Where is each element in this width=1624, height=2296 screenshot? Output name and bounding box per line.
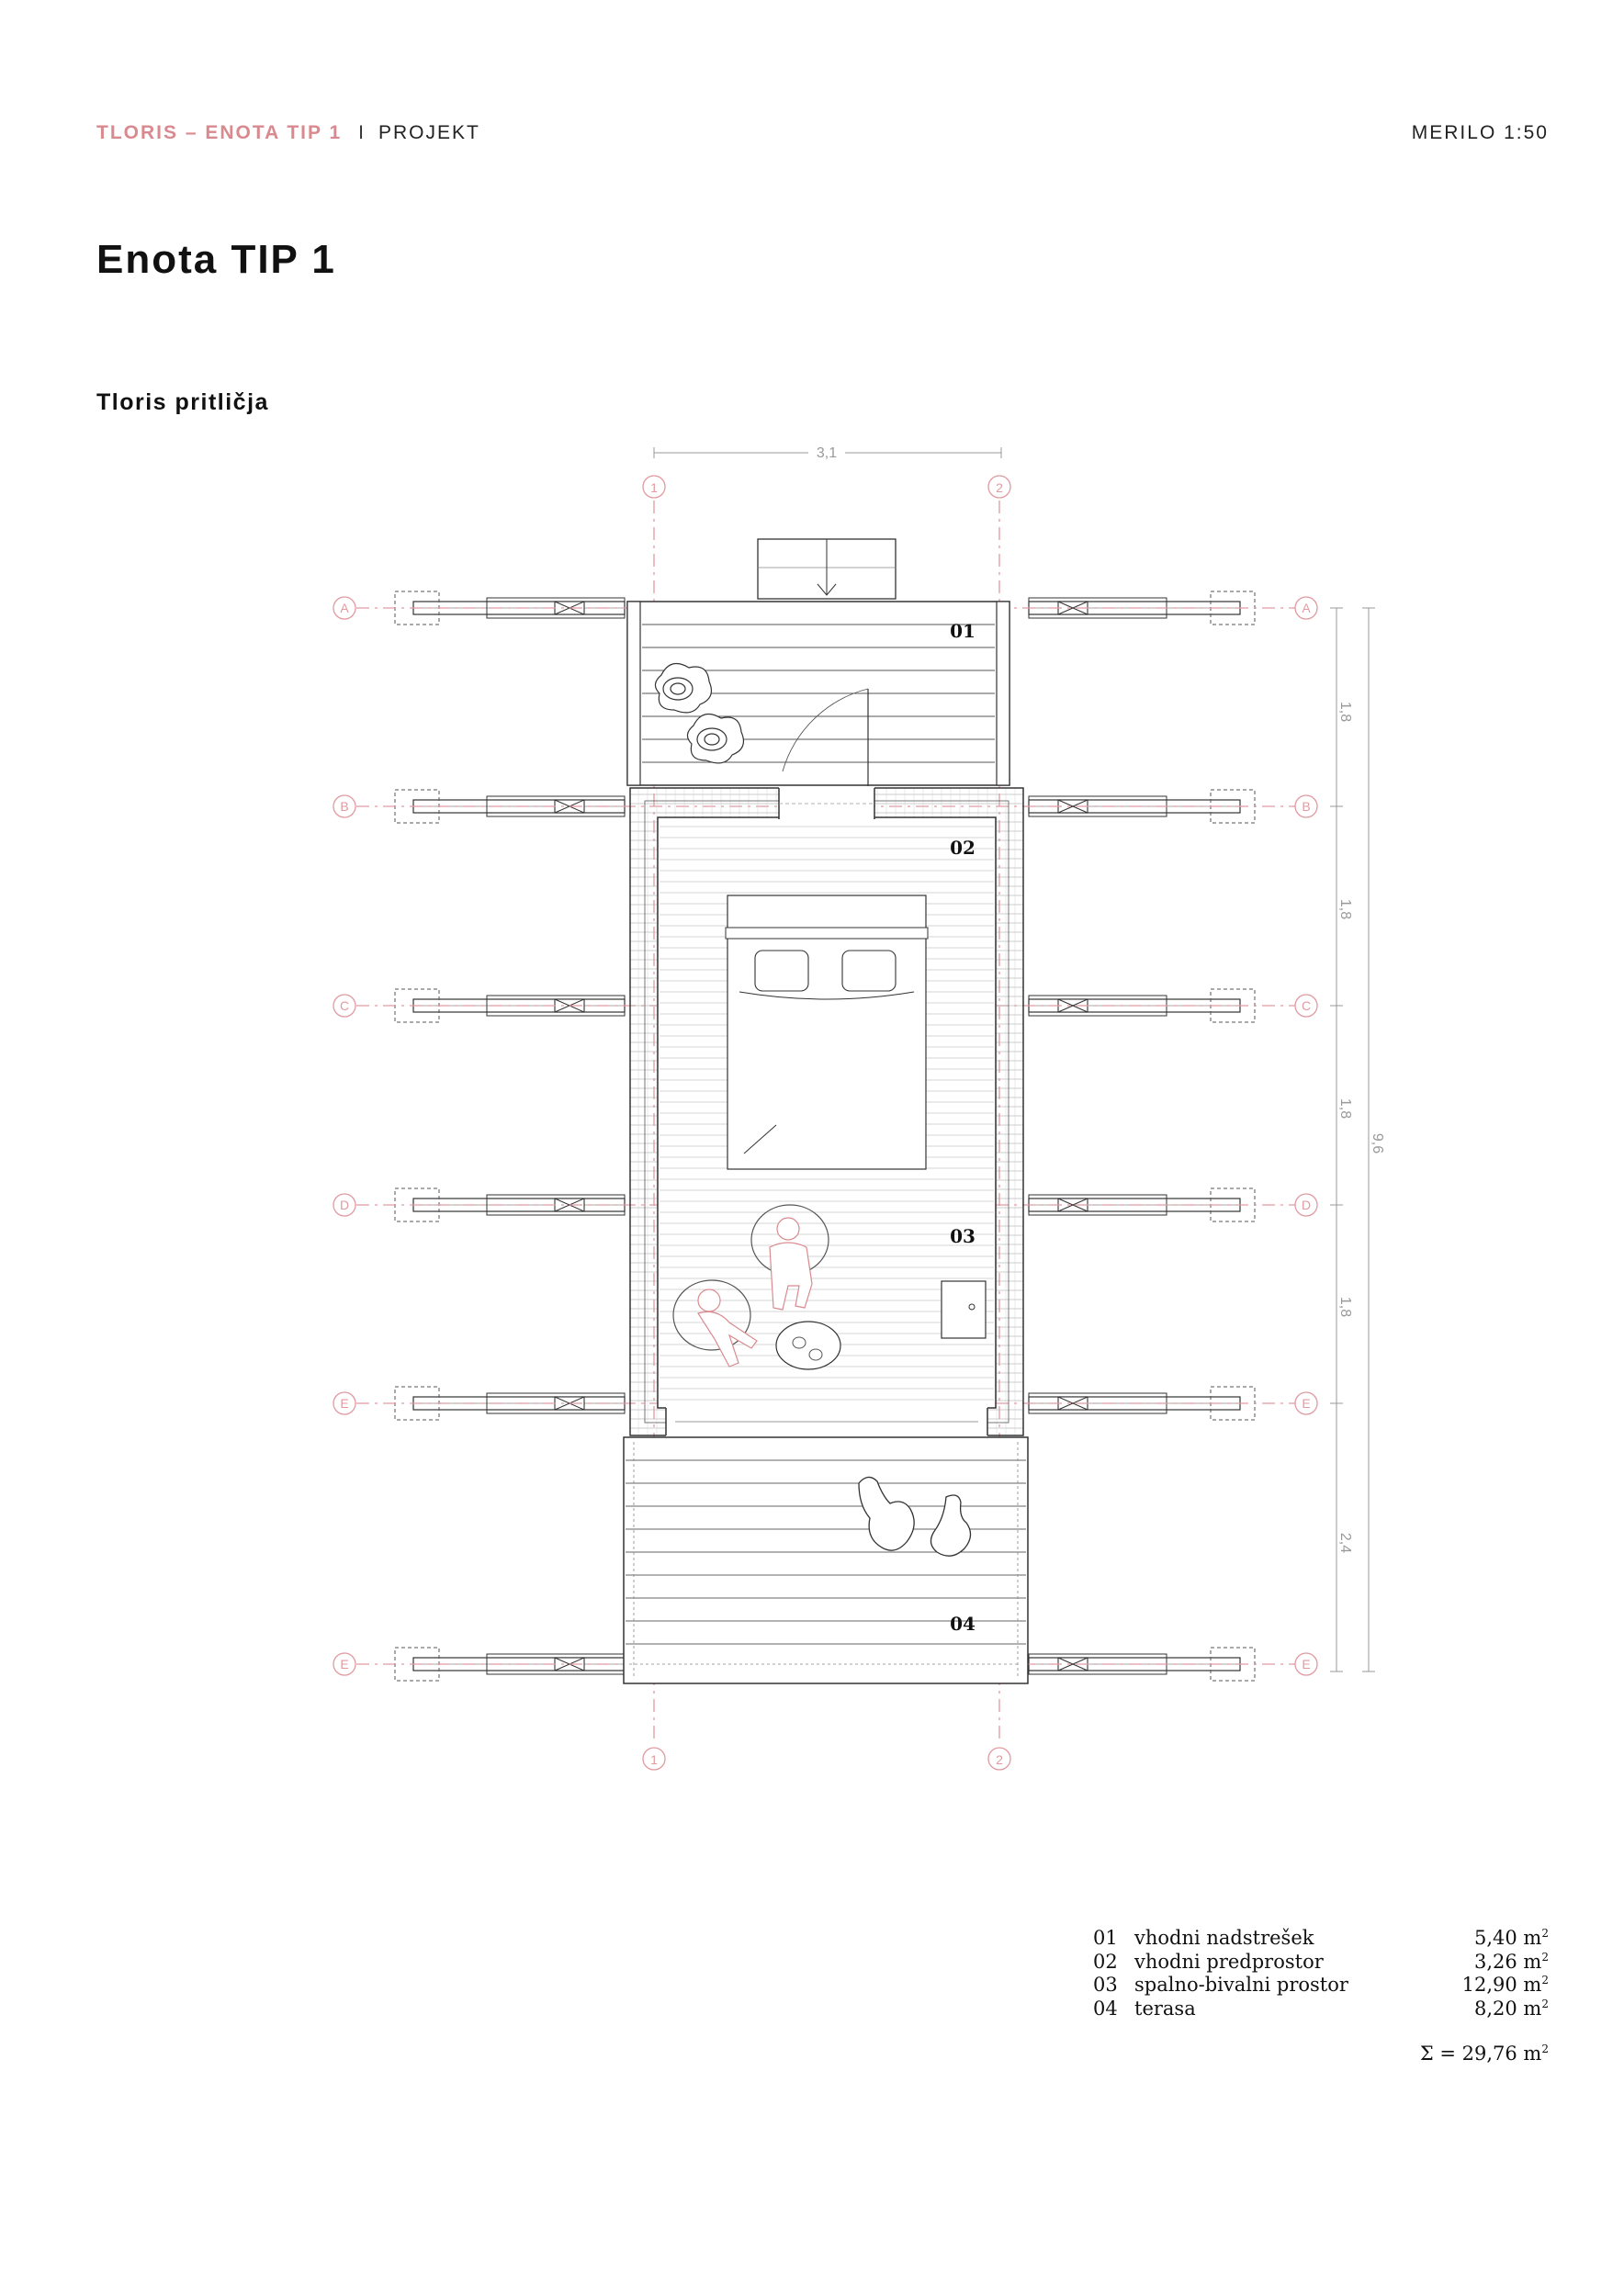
dimension-row-2: 1,8: [1337, 898, 1353, 920]
grid-bubble-row-2-left: [333, 795, 355, 817]
svg-text:1: 1: [650, 1752, 658, 1767]
svg-text:2: 2: [996, 480, 1003, 495]
bed: [726, 895, 928, 1169]
room-number-01: 01: [950, 620, 976, 642]
svg-text:E: E: [340, 1396, 349, 1411]
header-separator: I: [358, 122, 366, 143]
legend-row-01: 01 vhodni nadstrešek 5,40 $m^2$: [1093, 1927, 1549, 1949]
area-legend: [1093, 1927, 1549, 2065]
svg-text:E: E: [340, 1657, 349, 1671]
room-number-04: 04: [950, 1613, 976, 1635]
svg-text:A: A: [1302, 601, 1311, 615]
dimension-width-label: 3,1: [816, 445, 838, 461]
room-number-02: 02: [950, 837, 976, 859]
grid-bubble-col-1-top: [643, 476, 665, 498]
grid-bubble-row-4-left: [333, 1194, 355, 1216]
grid-bubble-row-1-right: [1295, 597, 1317, 619]
svg-text:D: D: [339, 1198, 350, 1212]
svg-text:D: D: [1301, 1198, 1312, 1212]
page-title: Enota TIP 1: [96, 237, 336, 282]
dimension-row-3: 1,8: [1337, 1097, 1353, 1120]
main-volume: [630, 786, 1023, 1437]
svg-text:E: E: [1302, 1657, 1311, 1671]
coffee-table: [776, 1322, 840, 1369]
header-tag: TLORIS – ENOTA TIP 1: [96, 122, 343, 143]
legend-total: Σ = 29,76 $m^2$: [1419, 2043, 1549, 2065]
grid-bubble-col-1-bottom: [643, 1748, 665, 1770]
grid-bubble-row-2-right: [1295, 795, 1317, 817]
svg-text:E: E: [1302, 1396, 1311, 1411]
grid-bubble-row-6-left: [333, 1653, 355, 1675]
header-project: PROJEKT: [378, 122, 480, 143]
grid-bubble-row-3-left: [333, 995, 355, 1017]
grid-bubble-row-5-right: [1295, 1392, 1317, 1414]
header-scale: MERILO 1:50: [1411, 122, 1549, 143]
svg-text:C: C: [1301, 998, 1312, 1013]
page-subtitle: Tloris pritličja: [96, 389, 269, 415]
svg-text:B: B: [1302, 799, 1311, 814]
room-number-03: 03: [950, 1225, 976, 1247]
side-table: [942, 1281, 986, 1338]
grid-bubble-row-1-left: [333, 597, 355, 619]
dimension-total-length: 9,6: [1370, 1132, 1385, 1154]
svg-text:A: A: [340, 601, 349, 615]
grid-bubble-row-3-right: [1295, 995, 1317, 1017]
grid-bubble-row-6-right: [1295, 1653, 1317, 1675]
dimension-row-5: 2,4: [1337, 1532, 1353, 1554]
dimension-row-1: 1,8: [1337, 701, 1353, 723]
svg-text:B: B: [340, 799, 349, 814]
dimension-chain-rows: [1330, 608, 1375, 1671]
svg-text:2: 2: [996, 1752, 1003, 1767]
svg-text:1: 1: [650, 480, 658, 495]
grid-bubble-col-2-top: [988, 476, 1010, 498]
dimension-row-4: 1,8: [1337, 1296, 1353, 1318]
grid-bubble-col-2-bottom: [988, 1748, 1010, 1770]
dimension-width: [654, 444, 1001, 461]
grid-bubble-row-5-left: [333, 1392, 355, 1414]
legend-row-04: 04 terasa 8,20 $m^2$: [1093, 1997, 1549, 2020]
legend-row-02: 02 vhodni predprostor 3,26 $m^2$: [1093, 1950, 1549, 1973]
zone-04-terrace: [624, 1437, 1028, 1683]
entrance-step: [758, 539, 896, 599]
grid-bubble-row-4-right: [1295, 1194, 1317, 1216]
legend-row-03: 03 spalno-bivalni prostor 12,90 $m^2$: [1093, 1974, 1549, 1996]
svg-text:C: C: [339, 998, 350, 1013]
